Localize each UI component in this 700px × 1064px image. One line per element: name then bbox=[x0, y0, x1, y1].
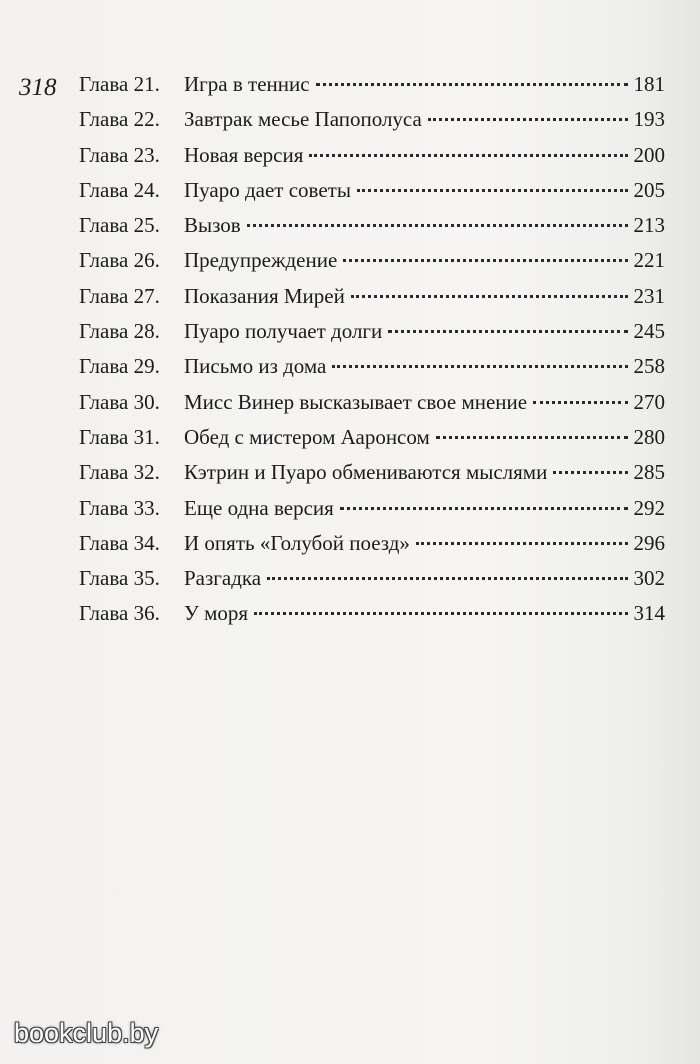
chapter-label: Глава 33. bbox=[79, 495, 160, 520]
chapter-label: Глава 35. bbox=[79, 566, 160, 591]
dot-leader bbox=[553, 471, 627, 474]
chapter-page-number: 314 bbox=[633, 601, 665, 626]
dot-leader bbox=[416, 542, 628, 545]
chapter-label: Глава 28. bbox=[79, 319, 160, 344]
chapter-title: Кэтрин и Пуаро обмениваются мыслями bbox=[184, 460, 548, 485]
chapter-title: Пуаро получает долги bbox=[184, 319, 383, 344]
chapter-page-number: 292 bbox=[633, 495, 665, 520]
chapter-page-number: 205 bbox=[633, 177, 665, 202]
table-of-contents bbox=[79, 72, 665, 637]
chapter-page-number: 245 bbox=[633, 319, 665, 344]
toc-entry bbox=[79, 460, 665, 495]
toc-entry bbox=[79, 390, 665, 425]
chapter-title: Обед с мистером Ааронсом bbox=[184, 424, 430, 449]
dot-leader bbox=[340, 507, 628, 510]
chapter-page-number: 231 bbox=[633, 283, 665, 308]
toc-entry bbox=[79, 496, 665, 531]
toc-entry bbox=[79, 284, 665, 319]
dot-leader bbox=[343, 259, 627, 262]
dot-leader bbox=[254, 612, 627, 615]
chapter-title: Показания Мирей bbox=[184, 283, 345, 308]
toc-entry bbox=[79, 72, 665, 107]
chapter-title: И опять «Голубой поезд» bbox=[184, 530, 410, 555]
chapter-label: Глава 24. bbox=[79, 177, 160, 202]
dot-leader bbox=[533, 401, 627, 404]
chapter-page-number: 258 bbox=[633, 354, 665, 379]
toc-entry bbox=[79, 601, 665, 636]
chapter-label: Глава 36. bbox=[79, 601, 160, 626]
toc-entry bbox=[79, 107, 665, 142]
chapter-label: Глава 26. bbox=[79, 248, 160, 273]
watermark-logo: bookclub.by bbox=[14, 1018, 159, 1048]
chapter-label: Глава 29. bbox=[79, 354, 160, 379]
dot-leader bbox=[332, 365, 627, 368]
chapter-title: Завтрак месье Папополуса bbox=[184, 107, 422, 132]
chapter-page-number: 280 bbox=[633, 424, 665, 449]
chapter-page-number: 270 bbox=[633, 389, 665, 414]
toc-entry bbox=[79, 319, 665, 354]
chapter-title: Вызов bbox=[184, 213, 241, 238]
toc-entry bbox=[79, 248, 665, 283]
page-number: 318 bbox=[19, 74, 57, 101]
chapter-label: Глава 23. bbox=[79, 142, 160, 167]
toc-entry bbox=[79, 178, 665, 213]
chapter-title: Пуаро дает советы bbox=[184, 177, 351, 202]
toc-entry bbox=[79, 213, 665, 248]
toc-entry bbox=[79, 425, 665, 460]
dot-leader bbox=[267, 577, 627, 580]
chapter-title: Предупреждение bbox=[184, 248, 338, 273]
chapter-title: Еще одна версия bbox=[184, 495, 334, 520]
chapter-label: Глава 25. bbox=[79, 213, 160, 238]
chapter-page-number: 200 bbox=[633, 142, 665, 167]
chapter-page-number: 285 bbox=[633, 460, 665, 485]
toc-entry bbox=[79, 566, 665, 601]
dot-leader bbox=[351, 295, 628, 298]
chapter-page-number: 302 bbox=[633, 566, 665, 591]
chapter-page-number: 193 bbox=[633, 107, 665, 132]
dot-leader bbox=[388, 330, 627, 333]
dot-leader bbox=[316, 83, 628, 86]
chapter-label: Глава 22. bbox=[79, 107, 160, 132]
toc-entry bbox=[79, 531, 665, 566]
chapter-label: Глава 32. bbox=[79, 460, 160, 485]
dot-leader bbox=[247, 224, 628, 227]
chapter-title: Письмо из дома bbox=[184, 354, 327, 379]
dot-leader bbox=[357, 189, 628, 192]
chapter-label: Глава 27. bbox=[79, 283, 160, 308]
toc-entry bbox=[79, 143, 665, 178]
chapter-label: Глава 30. bbox=[79, 389, 160, 414]
toc-entry bbox=[79, 354, 665, 389]
chapter-page-number: 296 bbox=[633, 530, 665, 555]
chapter-title: Новая версия bbox=[184, 142, 304, 167]
dot-leader bbox=[428, 118, 628, 121]
chapter-page-number: 221 bbox=[633, 248, 665, 273]
chapter-page-number: 213 bbox=[633, 213, 665, 238]
dot-leader bbox=[436, 436, 628, 439]
chapter-label: Глава 31. bbox=[79, 424, 160, 449]
dot-leader bbox=[309, 154, 627, 157]
chapter-title: У моря bbox=[184, 601, 249, 626]
chapter-label: Глава 34. bbox=[79, 530, 160, 555]
chapter-title: Разгадка bbox=[184, 566, 262, 591]
chapter-page-number: 181 bbox=[633, 72, 665, 96]
chapter-label: Глава 21. bbox=[79, 72, 160, 96]
chapter-title: Мисс Винер высказывает свое мнение bbox=[184, 389, 528, 414]
chapter-title: Игра в теннис bbox=[184, 72, 310, 96]
